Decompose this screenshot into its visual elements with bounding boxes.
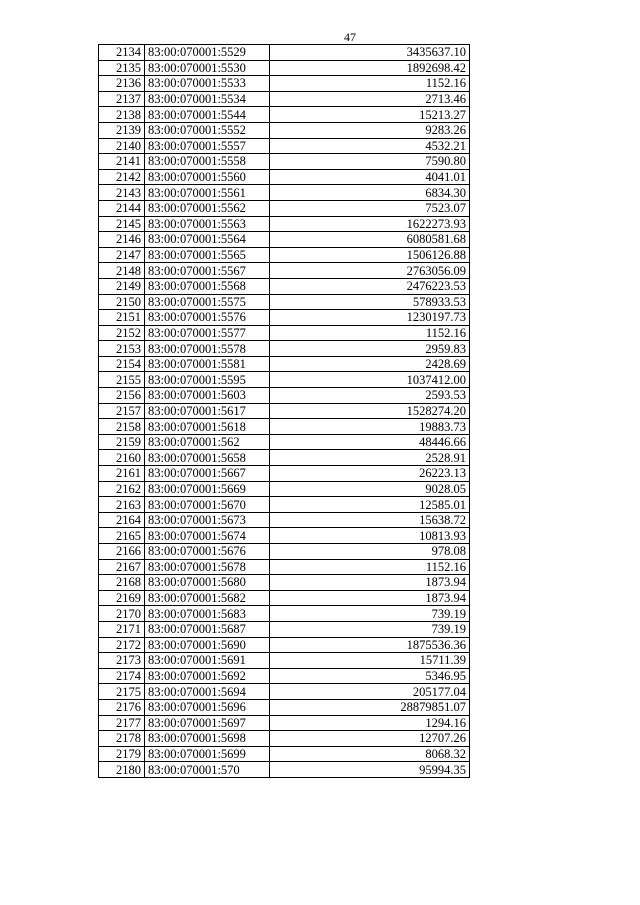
table-row [99, 60, 470, 76]
cadastral-number-cell: 83:00:070001:5561 [145, 185, 270, 201]
cadastral-number-cell: 83:00:070001:5683 [145, 606, 270, 622]
cadastral-value-cell: 7523.07 [270, 200, 470, 216]
cadastral-value-cell: 1528274.20 [270, 403, 470, 419]
row-number-cell: 2166 [99, 544, 145, 560]
table-row [99, 653, 470, 669]
cadastral-number-cell: 83:00:070001:5669 [145, 481, 270, 497]
cadastral-value-cell: 2428.69 [270, 356, 470, 372]
cadastral-value-cell: 48446.66 [270, 434, 470, 450]
cadastral-value-table [98, 44, 470, 778]
cadastral-value-cell: 95994.35 [270, 762, 470, 778]
table-row [99, 762, 470, 778]
cadastral-number-cell: 83:00:070001:5694 [145, 684, 270, 700]
cadastral-value-cell: 4532.21 [270, 138, 470, 154]
cadastral-number-cell: 83:00:070001:5575 [145, 294, 270, 310]
table-row [99, 76, 470, 92]
cadastral-value-cell: 4041.01 [270, 169, 470, 185]
cadastral-value-cell: 2476223.53 [270, 278, 470, 294]
cadastral-number-cell: 83:00:070001:5557 [145, 138, 270, 154]
cadastral-number-cell: 83:00:070001:5673 [145, 512, 270, 528]
cadastral-value-cell: 10813.93 [270, 528, 470, 544]
cadastral-number-cell: 83:00:070001:5568 [145, 278, 270, 294]
row-number-cell: 2155 [99, 372, 145, 388]
table-row [99, 356, 470, 372]
row-number-cell: 2167 [99, 559, 145, 575]
cadastral-number-cell: 83:00:070001:5697 [145, 715, 270, 731]
cadastral-value-cell: 3435637.10 [270, 45, 470, 61]
table-row [99, 746, 470, 762]
cadastral-value-cell: 578933.53 [270, 294, 470, 310]
cadastral-value-cell: 1152.16 [270, 559, 470, 575]
table-row [99, 107, 470, 123]
table-row [99, 481, 470, 497]
row-number-cell: 2170 [99, 606, 145, 622]
row-number-cell: 2154 [99, 356, 145, 372]
table-row [99, 200, 470, 216]
cadastral-value-cell: 6834.30 [270, 185, 470, 201]
row-number-cell: 2164 [99, 512, 145, 528]
table-row [99, 263, 470, 279]
cadastral-number-cell: 83:00:070001:5534 [145, 91, 270, 107]
table-row [99, 575, 470, 591]
cadastral-number-cell: 83:00:070001:5678 [145, 559, 270, 575]
cadastral-value-cell: 2959.83 [270, 341, 470, 357]
cadastral-number-cell: 83:00:070001:5692 [145, 668, 270, 684]
table-row [99, 450, 470, 466]
cadastral-number-cell: 83:00:070001:5617 [145, 403, 270, 419]
table-row [99, 637, 470, 653]
row-number-cell: 2146 [99, 232, 145, 248]
table-row [99, 528, 470, 544]
row-number-cell: 2145 [99, 216, 145, 232]
cadastral-number-cell: 83:00:070001:5682 [145, 590, 270, 606]
row-number-cell: 2175 [99, 684, 145, 700]
row-number-cell: 2141 [99, 154, 145, 170]
cadastral-number-cell: 83:00:070001:5696 [145, 699, 270, 715]
row-number-cell: 2135 [99, 60, 145, 76]
row-number-cell: 2159 [99, 434, 145, 450]
cadastral-value-cell: 1506126.88 [270, 247, 470, 263]
cadastral-value-cell: 205177.04 [270, 684, 470, 700]
cadastral-number-cell: 83:00:070001:5560 [145, 169, 270, 185]
table-row [99, 590, 470, 606]
table-row [99, 325, 470, 341]
cadastral-value-cell: 9028.05 [270, 481, 470, 497]
cadastral-number-cell: 83:00:070001:5562 [145, 200, 270, 216]
cadastral-value-cell: 15711.39 [270, 653, 470, 669]
cadastral-value-cell: 19883.73 [270, 419, 470, 435]
cadastral-value-cell: 1892698.42 [270, 60, 470, 76]
cadastral-number-cell: 83:00:070001:5687 [145, 621, 270, 637]
row-number-cell: 2174 [99, 668, 145, 684]
table-row [99, 294, 470, 310]
row-number-cell: 2152 [99, 325, 145, 341]
table-row [99, 247, 470, 263]
cadastral-number-cell: 83:00:070001:5552 [145, 122, 270, 138]
row-number-cell: 2180 [99, 762, 145, 778]
cadastral-number-cell: 83:00:070001:5564 [145, 232, 270, 248]
table-row [99, 544, 470, 560]
cadastral-value-cell: 6080581.68 [270, 232, 470, 248]
cadastral-value-cell: 12585.01 [270, 497, 470, 513]
cadastral-value-cell: 28879851.07 [270, 699, 470, 715]
row-number-cell: 2178 [99, 731, 145, 747]
cadastral-value-cell: 15638.72 [270, 512, 470, 528]
cadastral-value-cell: 2593.53 [270, 388, 470, 404]
table-row [99, 512, 470, 528]
page-number: 47 [344, 30, 356, 44]
row-number-cell: 2150 [99, 294, 145, 310]
cadastral-value-cell: 739.19 [270, 606, 470, 622]
cadastral-number-cell: 83:00:070001:5690 [145, 637, 270, 653]
cadastral-value-cell: 1875536.36 [270, 637, 470, 653]
row-number-cell: 2171 [99, 621, 145, 637]
cadastral-value-cell: 1152.16 [270, 325, 470, 341]
cadastral-number-cell: 83:00:070001:5576 [145, 310, 270, 326]
cadastral-value-cell: 2528.91 [270, 450, 470, 466]
cadastral-number-cell: 83:00:070001:5577 [145, 325, 270, 341]
row-number-cell: 2161 [99, 466, 145, 482]
cadastral-number-cell: 83:00:070001:5567 [145, 263, 270, 279]
cadastral-value-cell: 1873.94 [270, 575, 470, 591]
table-row [99, 216, 470, 232]
table-row [99, 45, 470, 61]
table-row [99, 341, 470, 357]
row-number-cell: 2163 [99, 497, 145, 513]
cadastral-number-cell: 83:00:070001:5565 [145, 247, 270, 263]
cadastral-number-cell: 83:00:070001:5618 [145, 419, 270, 435]
cadastral-value-cell: 2763056.09 [270, 263, 470, 279]
row-number-cell: 2169 [99, 590, 145, 606]
row-number-cell: 2179 [99, 746, 145, 762]
cadastral-value-cell: 9283.26 [270, 122, 470, 138]
table-row [99, 621, 470, 637]
cadastral-number-cell: 83:00:070001:5680 [145, 575, 270, 591]
row-number-cell: 2148 [99, 263, 145, 279]
table-row [99, 419, 470, 435]
cadastral-value-cell: 2713.46 [270, 91, 470, 107]
cadastral-number-cell: 83:00:070001:562 [145, 434, 270, 450]
cadastral-number-cell: 83:00:070001:5563 [145, 216, 270, 232]
cadastral-number-cell: 83:00:070001:5691 [145, 653, 270, 669]
cadastral-number-cell: 83:00:070001:5581 [145, 356, 270, 372]
cadastral-value-cell: 978.08 [270, 544, 470, 560]
cadastral-number-cell: 83:00:070001:5595 [145, 372, 270, 388]
cadastral-number-cell: 83:00:070001:5698 [145, 731, 270, 747]
cadastral-number-cell: 83:00:070001:5699 [145, 746, 270, 762]
cadastral-value-cell: 15213.27 [270, 107, 470, 123]
row-number-cell: 2158 [99, 419, 145, 435]
table-row [99, 232, 470, 248]
row-number-cell: 2134 [99, 45, 145, 61]
table-row [99, 466, 470, 482]
row-number-cell: 2176 [99, 699, 145, 715]
table-body [99, 45, 470, 778]
table-row [99, 310, 470, 326]
row-number-cell: 2157 [99, 403, 145, 419]
cadastral-number-cell: 83:00:070001:5603 [145, 388, 270, 404]
row-number-cell: 2165 [99, 528, 145, 544]
row-number-cell: 2149 [99, 278, 145, 294]
cadastral-number-cell: 83:00:070001:5529 [145, 45, 270, 61]
cadastral-value-cell: 26223.13 [270, 466, 470, 482]
table-row [99, 668, 470, 684]
cadastral-value-cell: 1152.16 [270, 76, 470, 92]
cadastral-value-cell: 739.19 [270, 621, 470, 637]
table-row [99, 403, 470, 419]
row-number-cell: 2136 [99, 76, 145, 92]
cadastral-value-cell: 5346.95 [270, 668, 470, 684]
row-number-cell: 2138 [99, 107, 145, 123]
table-row [99, 122, 470, 138]
row-number-cell: 2142 [99, 169, 145, 185]
row-number-cell: 2173 [99, 653, 145, 669]
table-row [99, 559, 470, 575]
cadastral-number-cell: 83:00:070001:5578 [145, 341, 270, 357]
table-row [99, 434, 470, 450]
table-row [99, 388, 470, 404]
cadastral-number-cell: 83:00:070001:5674 [145, 528, 270, 544]
cadastral-number-cell: 83:00:070001:5558 [145, 154, 270, 170]
table-row [99, 684, 470, 700]
cadastral-number-cell: 83:00:070001:5533 [145, 76, 270, 92]
cadastral-value-cell: 1622273.93 [270, 216, 470, 232]
cadastral-number-cell: 83:00:070001:5530 [145, 60, 270, 76]
table-row [99, 91, 470, 107]
row-number-cell: 2168 [99, 575, 145, 591]
row-number-cell: 2172 [99, 637, 145, 653]
table-row [99, 606, 470, 622]
cadastral-number-cell: 83:00:070001:5670 [145, 497, 270, 513]
cadastral-value-cell: 1230197.73 [270, 310, 470, 326]
table-row [99, 154, 470, 170]
row-number-cell: 2177 [99, 715, 145, 731]
table-row [99, 715, 470, 731]
cadastral-value-cell: 1037412.00 [270, 372, 470, 388]
row-number-cell: 2160 [99, 450, 145, 466]
row-number-cell: 2153 [99, 341, 145, 357]
row-number-cell: 2151 [99, 310, 145, 326]
row-number-cell: 2144 [99, 200, 145, 216]
row-number-cell: 2143 [99, 185, 145, 201]
table-row [99, 372, 470, 388]
row-number-cell: 2147 [99, 247, 145, 263]
table-row [99, 731, 470, 747]
cadastral-number-cell: 83:00:070001:5658 [145, 450, 270, 466]
row-number-cell: 2137 [99, 91, 145, 107]
cadastral-value-cell: 1873.94 [270, 590, 470, 606]
cadastral-number-cell: 83:00:070001:570 [145, 762, 270, 778]
row-number-cell: 2162 [99, 481, 145, 497]
cadastral-value-cell: 8068.32 [270, 746, 470, 762]
cadastral-value-cell: 12707.26 [270, 731, 470, 747]
table-row [99, 497, 470, 513]
cadastral-number-cell: 83:00:070001:5544 [145, 107, 270, 123]
cadastral-value-cell: 7590.80 [270, 154, 470, 170]
table-row [99, 699, 470, 715]
row-number-cell: 2156 [99, 388, 145, 404]
table-row [99, 185, 470, 201]
cadastral-number-cell: 83:00:070001:5667 [145, 466, 270, 482]
cadastral-value-cell: 1294.16 [270, 715, 470, 731]
table-row [99, 138, 470, 154]
row-number-cell: 2139 [99, 122, 145, 138]
table-row [99, 278, 470, 294]
cadastral-number-cell: 83:00:070001:5676 [145, 544, 270, 560]
table-row [99, 169, 470, 185]
row-number-cell: 2140 [99, 138, 145, 154]
